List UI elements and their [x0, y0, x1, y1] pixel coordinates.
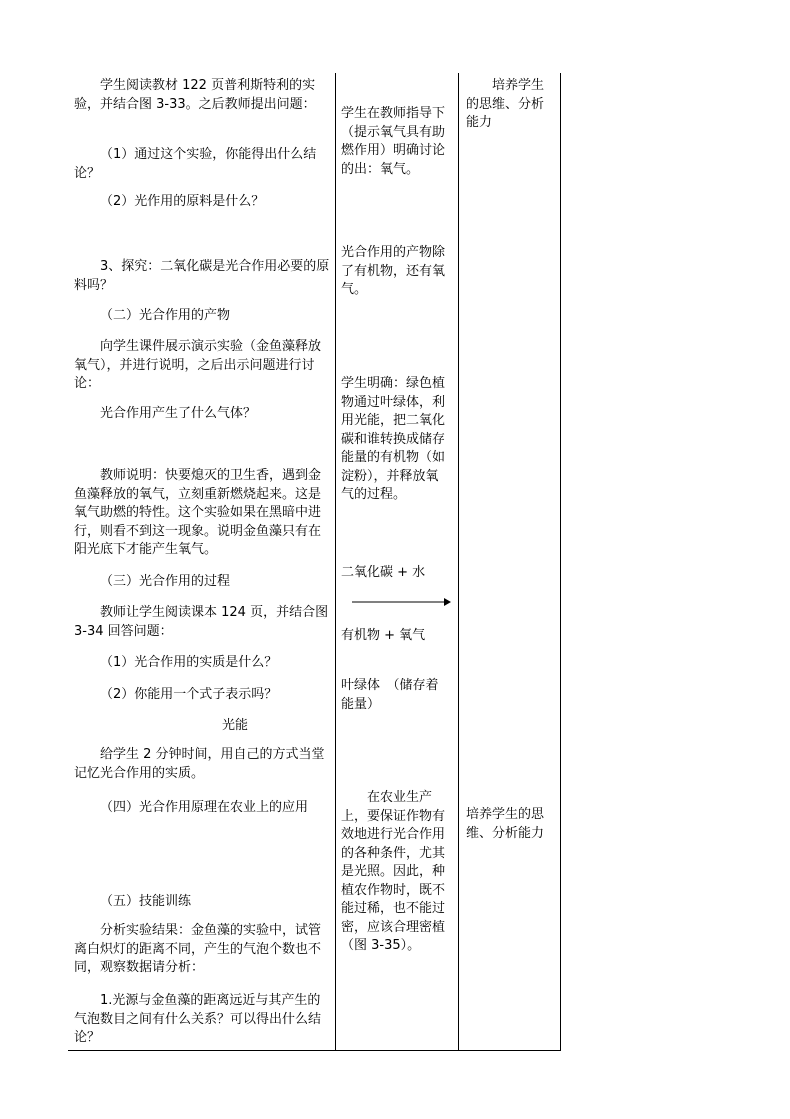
paragraph-memorize: 给学生 2 分钟时间，用自己的方式当堂记忆光合作用的实质。 — [74, 747, 325, 781]
student-answer-oxygen: 学生在教师指导下（提示氧气具有助燃作用）明确讨论的出：氧气。 — [341, 106, 446, 177]
formula-products: 有机物 + 氧气 — [341, 628, 426, 643]
table-divider-3 — [560, 73, 561, 1050]
design-intent-1: 培养学生的思维、分析能力 — [466, 78, 545, 130]
light-energy-label: 光能 — [222, 718, 249, 733]
question-formula: （2）你能用一个式子表示吗？ — [100, 687, 278, 702]
paragraph-demo: 向学生课件展示演示实验（金鱼藻释放氧气），并进行说明，之后出示问题进行讨论： — [74, 339, 322, 391]
formula-condition: 叶绿体 （储存着能量） — [341, 678, 439, 712]
paragraph-explore: 3、探究：二氧化碳是光合作用必要的原料吗？ — [74, 259, 330, 293]
question-gas: 光合作用产生了什么气体？ — [100, 406, 257, 421]
design-intent-2: 培养学生的思维、分析能力 — [466, 807, 545, 841]
student-answer-definition: 学生明确：绿色植物通过叶绿体，利用光能，把二氧化碳和谁转换成储存能量的有机物（如淀粉），并释放氧气的过程。 — [341, 376, 446, 502]
paragraph-read-textbook: 教师让学生阅读课本 124 页，并结合图 3-34 回答问题： — [74, 605, 329, 639]
formula-arrow — [352, 596, 452, 608]
section-heading-products: （二）光合作用的产物 — [100, 308, 231, 323]
paragraph-teacher-explain: 教师说明：快要熄灭的卫生香，遇到金鱼藻释放的氧气，立刻重新燃烧起来。这是氧气助燃的特性。这个实验如果在黑暗中进行，则看不到这一现象。说明金鱼藻只有在阳光底下才能产生氧气。 — [74, 468, 322, 557]
question-distance: 1.光源与金鱼藻的距离远近与其产生的气泡数目之间有什么关系？可以得出什么结论？ — [74, 993, 322, 1045]
table-bottom-rule — [68, 1050, 561, 1051]
section-heading-process: （三）光合作用的过程 — [100, 574, 231, 589]
question-1: （1）通过这个实验，你能得出什么结论？ — [74, 147, 317, 181]
table-divider-2 — [458, 73, 459, 1050]
student-answer-products: 光合作用的产物除了有机物，还有氧气。 — [341, 245, 446, 297]
paragraph-reading: 学生阅读教材 122 页普利斯特利的实验，并结合图 3-33。之后教师提出问题： — [74, 78, 316, 112]
question-2: （2）光作用的原料是什么？ — [100, 194, 265, 209]
section-heading-agriculture: （四）光合作用原理在农业上的应用 — [100, 800, 309, 815]
student-answer-agriculture: 在农业生产上，要保证作物有效地进行光合作用的各种条件，尤其是光照。因此，种植农作物时，既不能过稀，也不能过密，应该合理密植（图 3-35）。 — [341, 790, 446, 953]
table-divider-1 — [335, 73, 336, 1050]
paragraph-analysis: 分析实验结果：金鱼藻的实验中，试管离白炽灯的距离不同，产生的气泡个数也不同，观察数据请分析： — [74, 923, 322, 975]
question-essence: （1）光合作用的实质是什么？ — [100, 655, 278, 670]
section-heading-skills: （五）技能训练 — [100, 894, 192, 909]
formula-reactants: 二氧化碳 + 水 — [341, 565, 426, 580]
